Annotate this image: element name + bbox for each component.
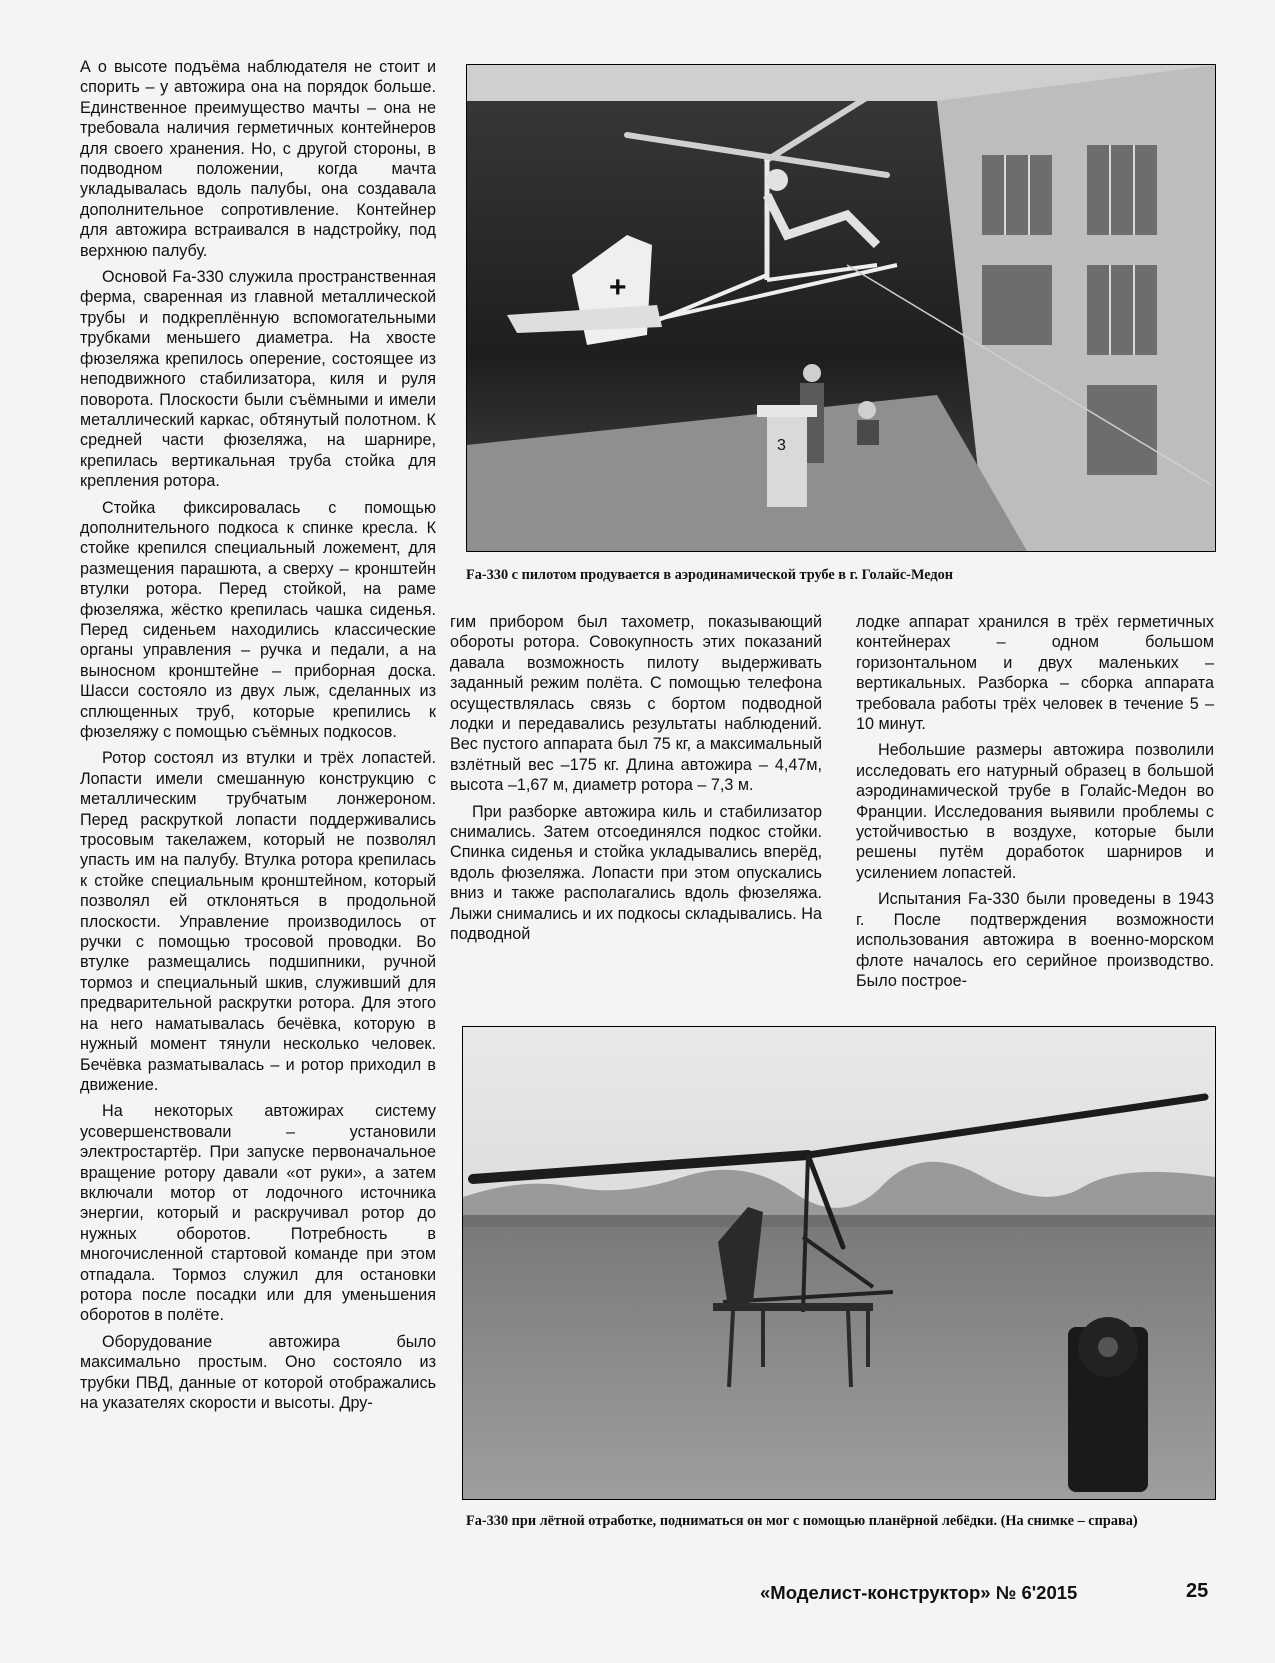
- paragraph: лодке аппарат хранился в трёх герметичных контейнерах – одном большом горизонтальном и двух маленьких – вертикальных. Разборка – сборка аппарата требовала работы трёх человек в течение 5 – 10 минут.: [856, 613, 1214, 734]
- paragraph: Ротор состоял из втулки и трёх лопастей. Лопасти имели смешанную конструкцию с металлическим трубчатым лонжероном. Перед раскруткой лопасти поддерживались тросовым такелажем, который не позволял упасть им на палубу. Втулка ротора крепилась к стойке специальным кронштейном, который позволял ей отклоняться в продольной плоскости. Управление производилось от ручки с помощью тросовой проводки. Во втулке размещались подшипники, ручной тормоз и специальный шкив, служивший для предварительной раскрутки ротора. Для этого на него наматывалась бечёвка, которую в нужный момент тянули несколько человек. Бечёвка разматывалась – и ротор приходил в движение.: [80, 749, 436, 1094]
- paragraph: А о высоте подъёма наблюдателя не стоит и спорить – у автожира она на порядок больше. Единственное преимущество мачты – она не требовала наличия герметичных контейнеров для своего хранения. Но, с другой стороны, в подводном положении, когда мачта укладывалась вдоль палубы, она создавала дополнительное сопротивление. Контейнер для автожира встраивался в надстройку, под верхнюю палубу.: [80, 58, 436, 260]
- journal-title: «Моделист-конструктор» № 6'2015: [760, 1582, 1078, 1603]
- photo-wind-tunnel-image: [467, 65, 1215, 551]
- photo-airfield-image: [463, 1027, 1215, 1499]
- photo-wind-tunnel: [466, 64, 1216, 552]
- photo-caption-bottom: Fa-330 при лётной отработке, подниматься он мог с помощью планёрной лебёдки. (На снимке – справа): [466, 1513, 1138, 1529]
- text-column-right: [856, 612, 1214, 997]
- paragraph: Небольшие размеры автожира позволили исследовать его натурный образец в большой аэродинамической трубе в Голайс-Медон во Франции. Исследования выявили проблемы с устойчивостью в воздухе, которые были решены путём доработок шарниров и усилением лопастей.: [856, 741, 1214, 882]
- paragraph: На некоторых автожирах систему усовершенствовали – установили электростартёр. При запуске первоначальное вращение ротору давали «от руки», а затем включали мотор от лодочного источника энергии, который и раскручивал ротор до нужных оборотов. Потребность в многочисленной стартовой команде при этом отпадала. Тормоз служил для остановки ротора после посадки или для уменьшения оборотов в полёте.: [80, 1102, 436, 1325]
- page-number: 25: [1186, 1580, 1209, 1602]
- photo-caption-top: Fa-330 с пилотом продувается в аэродинамической трубе в г. Голайс-Медон: [466, 567, 954, 583]
- paragraph: При разборке автожира киль и стабилизатор снимались. Затем отсоединялся подкос стойки. Спинка сиденья и стойка укладывались вперёд, вдоль фюзеляжа. Лопасти при этом опускались вниз и также располагались вдоль фюзеляжа. Лыжи снимались и их подкосы складывались. На подводной: [450, 802, 822, 944]
- stand-number: 3: [777, 437, 786, 454]
- paragraph: Стойка фиксировалась с помощью дополнительного подкоса к спинке кресла. К стойке крепился специальный ложемент, для размещения парашюта, а сверху – кронштейн втулки ротора. Перед стойкой, на раме фюзеляжа, жёстко крепилась чашка сиденья. Перед сиденьем находились классические органы управления – ручка и педали, а на выносном кронштейне – приборная доска. Шасси состояло из двух лыж, сделанных из сплющенных труб, которые крепились к фюзеляжу с помощью съёмных подкосов.: [80, 498, 436, 741]
- paragraph: Испытания Fa-330 были проведены в 1943 г. После подтверждения возможности использования автожира в военно-морском флоте началось его серийное производство. Было построе-: [856, 890, 1214, 990]
- photo-airfield-test: [462, 1026, 1216, 1500]
- paragraph: гим прибором был тахометр, показывающий обороты ротора. Совокупность этих показаний давала возможность пилоту выдерживать заданный режим полёта. С помощью телефона осуществлялась связь с бортом подводной лодки и передавались результаты наблюдений. Вес пустого аппарата был 75 кг, а максимальный взлётный вес –175 кг. Длина автожира – 4,47м, высота –1,67 м, диаметр ротора – 7,3 м.: [450, 613, 822, 795]
- paragraph: Оборудование автожира было максимально простым. Оно состояло из трубки ПВД, данные от которой отображались на указателях скорости и высоты. Дру-: [80, 1332, 436, 1412]
- text-column-left: [80, 57, 436, 1419]
- tail-cross-mark: +: [609, 271, 627, 304]
- text-column-middle: [450, 612, 822, 951]
- paragraph: Основой Fa-330 служила пространственная ферма, сваренная из главной металлической трубы и подкреплённую вспомогательными трубками меньшего диаметра. На хвосте фюзеляжа крепилось оперение, состоящее из неподвижного стабилизатора, киля и руля поворота. Плоскости были съёмными и имели металлический каркас, обтянутый полотном. К средней части фюзеляжа, на шарнире, крепилась вертикальная труба стойка для крепления ротора.: [80, 268, 436, 491]
